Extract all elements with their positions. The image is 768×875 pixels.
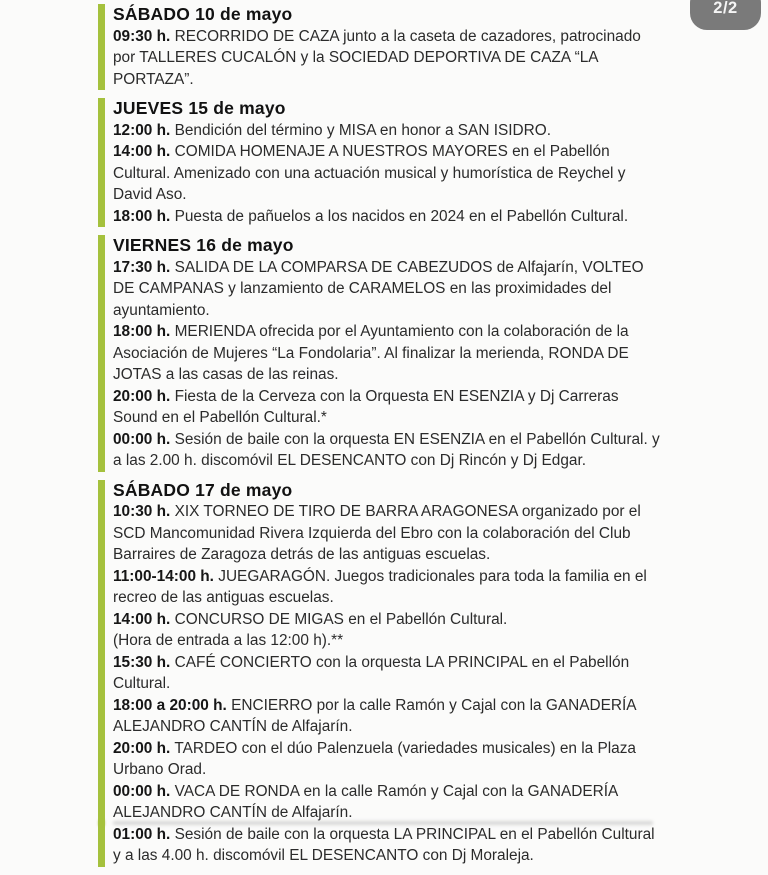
event-time: 14:00 h. <box>113 143 171 160</box>
event <box>113 609 664 631</box>
section-title: SÁBADO 17 de mayo <box>113 479 293 500</box>
event-text: CONCURSO DE MIGAS en el Pabellón Cultural. <box>174 610 508 628</box>
event-text: SALIDA DE LA COMPARSA DE CABEZUDOS de Alfajarín, VOLTEO DE CAMPANAS y lanzamiento de CARAMELOS en las proximidades del ayuntamiento. <box>113 258 644 319</box>
event <box>113 321 664 386</box>
section-sabado-10 <box>98 4 664 90</box>
event-time: 17:30 h. <box>113 258 171 276</box>
event <box>113 566 664 609</box>
event <box>113 781 664 824</box>
event-text: Puesta de pañuelos a los nacidos en 2024 en el Pabellón Cultural. <box>174 207 629 225</box>
event-time: 18:00 h. <box>113 207 171 225</box>
event-text: Sesión de baile con la orquesta LA PRINCIPAL en el Pabellón Cultural y a las 4.00 h. discomóvil EL DESENCANTO con Dj Moraleja. <box>113 825 655 864</box>
cutoff-section-bar-artifact <box>98 820 105 826</box>
event-note <box>113 630 664 652</box>
event-text: RECORRIDO DE CAZA junto a la caseta de cazadores, patrocinado por TALLERES CUCALÓN y la SOCIEDAD DEPORTIVA DE CAZA “LA PORTAZA”. <box>113 27 641 88</box>
event-text: VACA DE RONDA en la calle Ramón y Cajal con la GANADERÍA ALEJANDRO CANTÍN de Alfajarín. <box>113 782 618 821</box>
event <box>113 501 664 566</box>
section-title: SÁBADO 10 de mayo <box>113 4 293 24</box>
event-time: 12:00 h. <box>113 121 171 139</box>
section-jueves-15 <box>98 98 664 227</box>
section-viernes-16 <box>98 235 664 472</box>
section-title: VIERNES 16 de mayo <box>113 235 294 255</box>
event-text: CAFÉ CONCIERTO con la orquesta LA PRINCIPAL en el Pabellón Cultural. <box>113 653 630 692</box>
event-time: 18:00 h. <box>113 323 171 340</box>
event-text: Bendición del término y MISA en honor a SAN ISIDRO. <box>174 121 552 139</box>
page-indicator-badge <box>690 0 761 30</box>
event-time: 00:00 h. <box>113 430 171 448</box>
event-time: 20:00 h. <box>113 739 171 757</box>
event-time: 00:00 h. <box>113 782 171 800</box>
event <box>113 824 664 867</box>
page-indicator-label: 2/2 <box>713 0 738 17</box>
event-text: Fiesta de la Cerveza con la Orquesta EN ESENZIA y Dj Carreras Sound en el Pabellón Cultural.* <box>113 387 619 426</box>
section-title: JUEVES 15 de mayo <box>113 98 286 118</box>
event-time: 10:30 h. <box>113 503 171 520</box>
event <box>113 695 664 738</box>
event-time: 01:00 h. <box>113 825 171 843</box>
event-text: COMIDA HOMENAJE A NUESTROS MAYORES en el Pabellón Cultural. Amenizado con una actuación musical y humorística de Reychel y David Aso. <box>113 143 626 203</box>
event <box>113 429 664 472</box>
event <box>113 386 664 429</box>
event-time: 14:00 h. <box>113 610 171 628</box>
event-time: 20:00 h. <box>113 387 171 405</box>
event-time: 09:30 h. <box>113 27 171 45</box>
program-content <box>98 4 664 875</box>
event <box>113 738 664 781</box>
event <box>113 257 664 322</box>
event-text: TARDEO con el dúo Palenzuela (variedades musicales) en la Plaza Urbano Orad. <box>113 739 636 778</box>
event-time: 18:00 a 20:00 h. <box>113 696 227 714</box>
event <box>113 141 664 206</box>
event-text: (Hora de entrada a las 12:00 h).** <box>113 632 344 649</box>
event-text: XIX TORNEO DE TIRO DE BARRA ARAGONESA organizado por el SCD Mancomunidad Rivera Izquierda del Ebro con la colaboración del Club Barraires de Zaragoza detrás de las antiguas escuelas. <box>113 503 641 563</box>
event-text: MERIENDA ofrecida por el Ayuntamiento con la colaboración de la Asociación de Mujeres “La Fondolaria”. Al finalizar la merienda, RONDA DE JOTAS a las casas de las reinas. <box>113 323 629 383</box>
event-text: JUEGARAGÓN. Juegos tradicionales para toda la familia en el recreo de las antiguas escuelas. <box>113 567 647 606</box>
event <box>113 652 664 695</box>
cutoff-text-artifact <box>113 821 653 825</box>
event-time: 11:00-14:00 h. <box>113 567 214 585</box>
event-time: 15:30 h. <box>113 653 171 671</box>
event <box>113 120 664 142</box>
event <box>113 26 664 91</box>
event <box>113 206 664 228</box>
section-sabado-17 <box>98 480 664 867</box>
event-text: Sesión de baile con la orquesta EN ESENZIA en el Pabellón Cultural. y a las 2.00 h. discomóvil EL DESENCANTO con Dj Rincón y Dj Edgar. <box>113 430 660 469</box>
event-text: ENCIERRO por la calle Ramón y Cajal con la GANADERÍA ALEJANDRO CANTÍN de Alfajarín. <box>113 696 636 735</box>
